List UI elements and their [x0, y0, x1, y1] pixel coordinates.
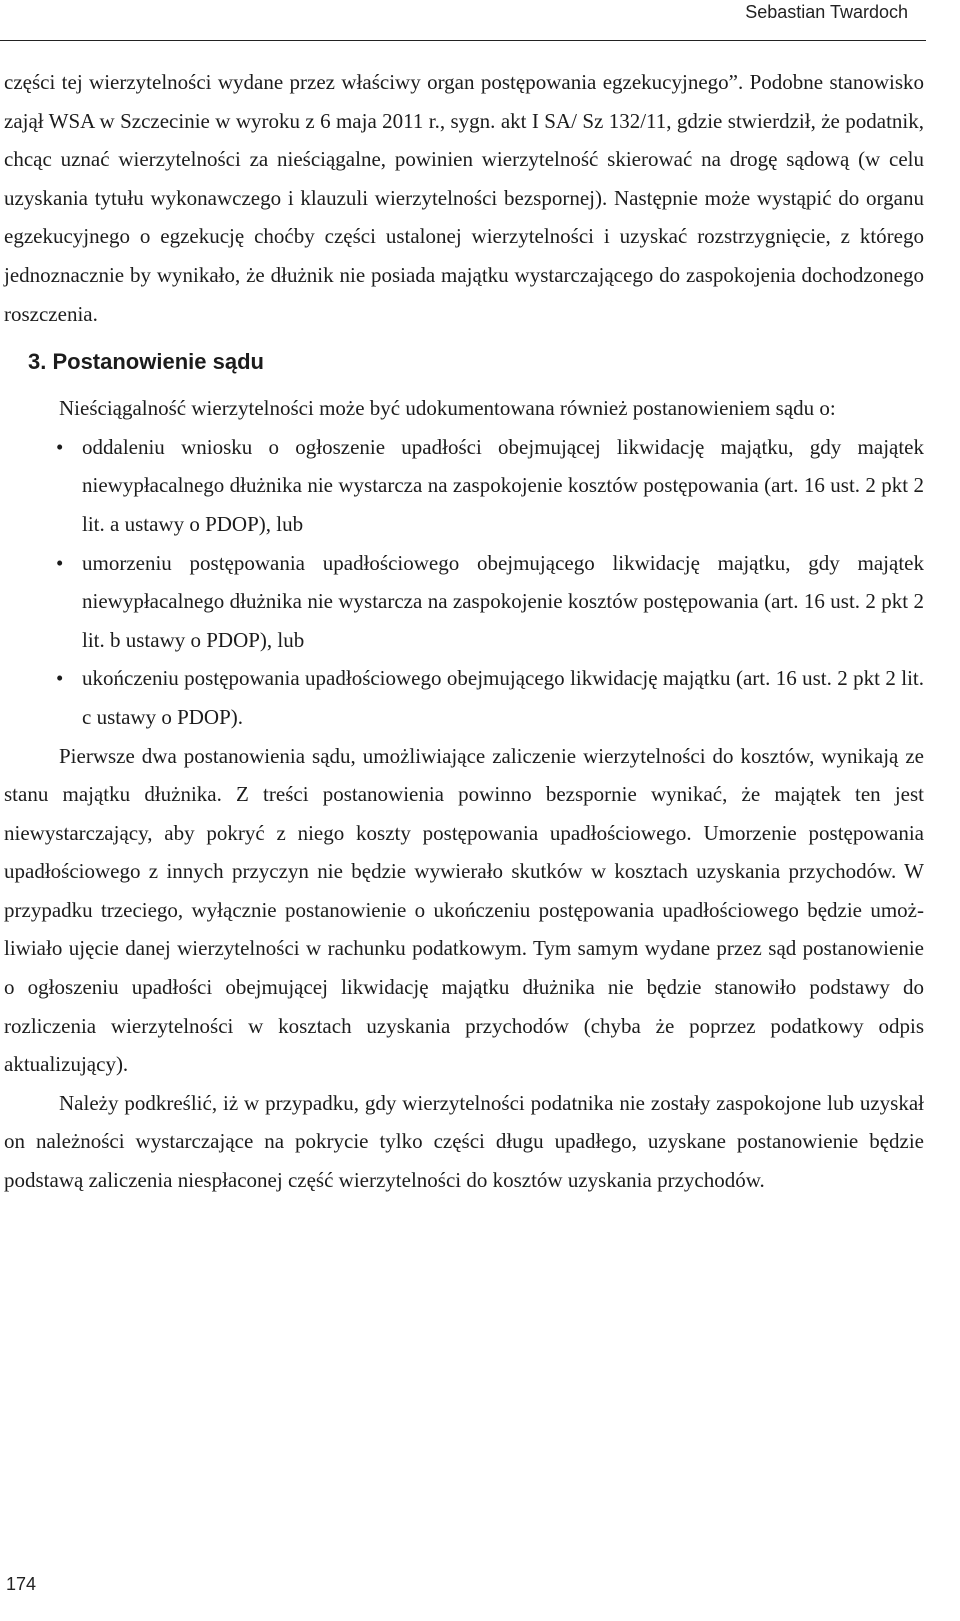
bullet-icon: •	[56, 434, 64, 459]
list-item	[4, 544, 924, 660]
lead-paragraph: Nieściągalność wierzytelności może być udokumentowana również postanowieniem sądu o:	[59, 396, 836, 421]
list-item-text: ukończeniu postępowania upadłościowego obejmującego likwidację majątku (art. 16 ust. 2 pkt 2 lit. c ustawy o PDOP).	[82, 666, 924, 729]
intro-paragraph: części tej wierzytelności wydane przez właściwy organ postępowania egzekucyjnego”. Podobne stanowisko zajął WSA w Szczecinie w wyroku z 6 maja 2011 r., sygn. akt I SA/ Sz 132/11, gdzie stwierdził, że podatnik, chcąc uznać wierzytelności za nieściągalne, powinien wierzytelność skierować na drogę sądową (w celu uzyskania tytułu wykonawczego i klauzuli wierzytelności bezspornej). Następnie może wystąpić do organu egzekucyjnego o egzekucję choćby części ustalonej wierzytelności i uzyskać rozstrzygnięcie, z którego jednoznacznie by wynikało, że dłużnik nie posiada majątku wystarczającego do zaspokojenia dochodzonego roszczenia.	[4, 70, 924, 326]
page-body	[4, 63, 924, 1200]
list-item	[4, 428, 924, 544]
page-number: 174	[6, 1574, 37, 1594]
body-paragraph-1: Pierwsze dwa postanowienia sądu, umożliwiające zaliczenie wierzytelności do kosztów, wynikają ze stanu majątku dłużnika. Z treści postanowienia powinno bezspornie wynikać, że majątek ten jest niewystarczający, aby pokryć z niego koszty postępowania upadłościowego. Umorzenie postępowania upadłościowego z innych przyczyn nie będzie wywierało skutków w kosztach uzyskania przychodów. W przypadku trzeciego, wyłącznie postanowienie o ukończeniu postępowania upadłościowego będzie umożliwiało ujęcie danej wierzytelności w rachunku podatkowym. Tym samym wydane przez sąd postanowienie o ogłoszeniu upadłości obejmującej likwidację majątku dłużnika nie będzie stanowiło podstawy do rozliczenia wierzytelności w kosztach uzyskania przychodów (chyba że poprzez podatkowy odpis aktualizujący).	[4, 743, 924, 1077]
bullet-icon: •	[56, 550, 64, 575]
running-header-author: Sebastian Twardoch	[745, 2, 908, 22]
body-paragraph-2: Należy podkreślić, iż w przypadku, gdy wierzytelności podatnika nie zostały zaspokojone lub uzyskał on należności wystarczające na pokrycie tylko części długu upadłego, uzyskane postanowienie będzie podstawą zaliczenia niespłaconej część wierzytelności do kosztów uzyskania przychodów.	[4, 1090, 924, 1193]
list-item-text: umorzeniu postępowania upadłościowego obejmującego likwidację majątku, gdy majątek niewypłacalnego dłużnika nie wystarcza na zaspokojenie kosztów postępowania (art. 16 ust. 2 pkt 2 lit. b ustawy o PDOP), lub	[82, 550, 924, 652]
bullet-list	[4, 428, 924, 737]
page-header	[0, 0, 926, 41]
bullet-icon: •	[56, 666, 64, 691]
list-item-text: oddaleniu wniosku o ogłoszenie upadłości obejmującej likwidację majątku, gdy majątek niewypłacalnego dłużnika nie wystarcza na zaspokojenie kosztów postępowania (art. 16 ust. 2 pkt 2 lit. a ustawy o PDOP), lub	[82, 434, 924, 536]
section-heading: 3. Postanowienie sądu	[28, 349, 264, 375]
list-item	[4, 659, 924, 736]
